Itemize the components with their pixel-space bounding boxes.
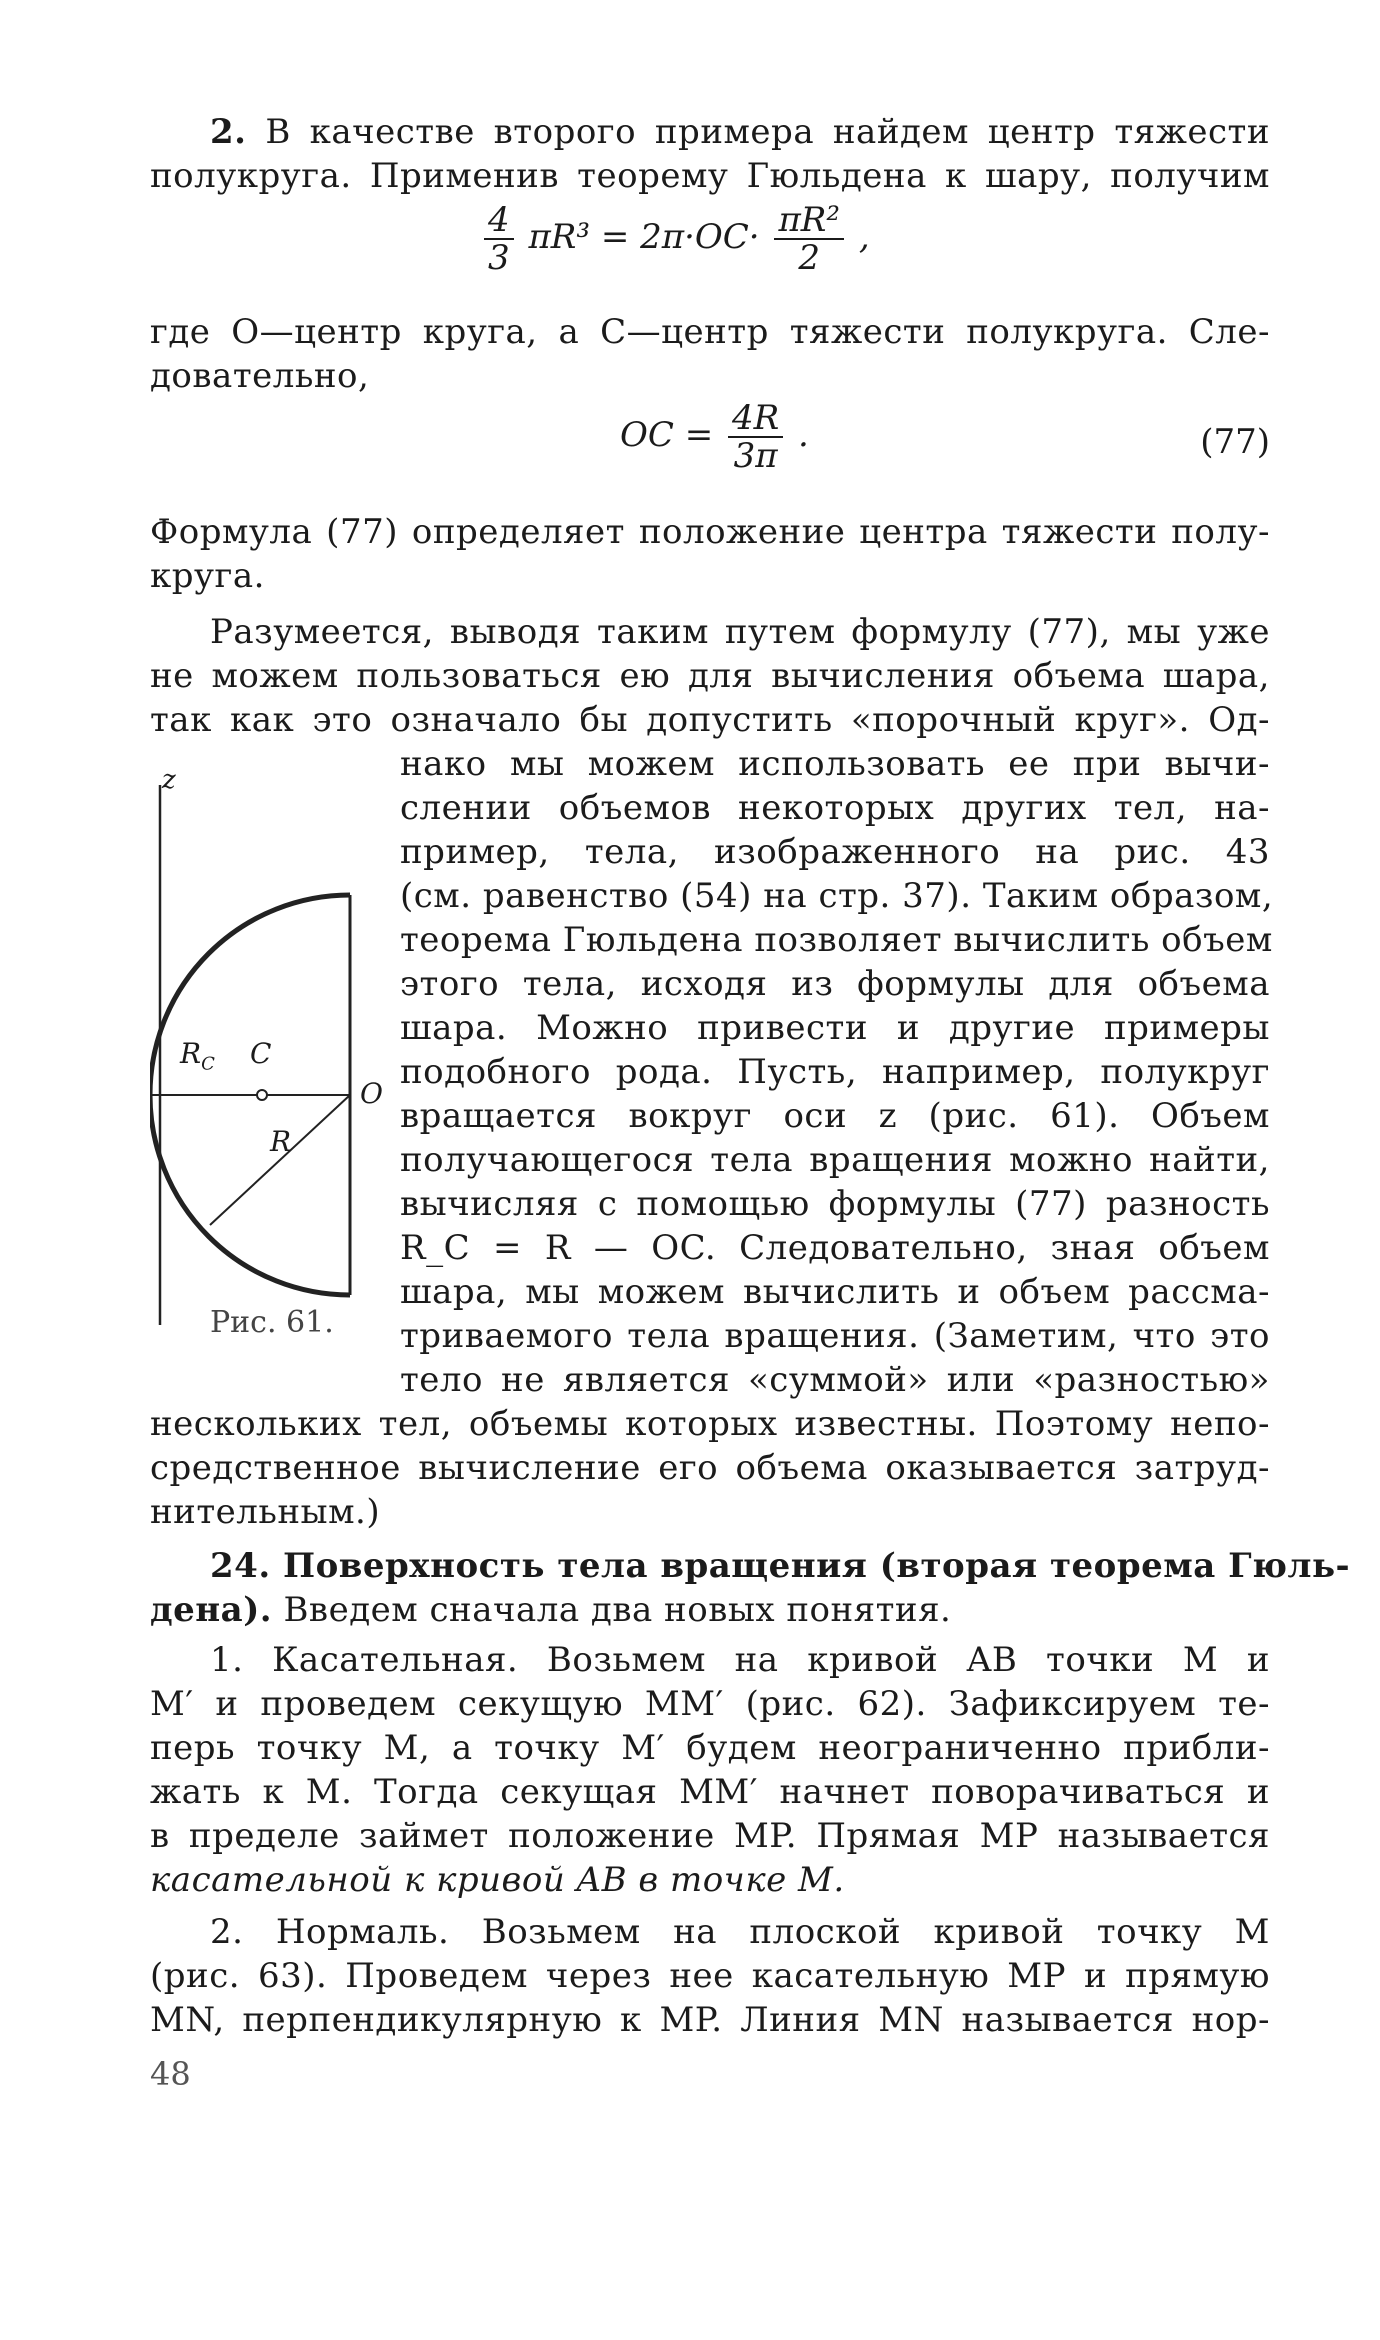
item2-line1: 2. Нормаль. Возьмем на плоской кривой точку M xyxy=(210,1912,1270,1952)
para2-number: 2. xyxy=(210,112,247,152)
para2-line1 xyxy=(150,110,1270,154)
fraction-4-3: $\frac{4}{3}$ xyxy=(484,202,514,276)
para5-line1: Разумеется, выводя таким путем формулу (77), мы уже xyxy=(210,612,1270,652)
page-number: 48 xyxy=(150,2055,191,2093)
wrap-line: этого тела, исходя из формулы для объема xyxy=(400,964,1270,1004)
para5-line3: так как это означало бы допустить «порочный круг». Од- xyxy=(150,700,1270,740)
wrap-line: R_C = R — OC. Следовательно, зная объем xyxy=(400,1228,1270,1268)
wrap-line: тело не является «суммой» или «разностью» xyxy=(400,1360,1270,1400)
para2-line2: полукруга. Применив теорему Гюльдена к шару, получим xyxy=(150,156,1270,196)
wrap-line: шара. Можно привести и другие примеры xyxy=(400,1008,1270,1048)
item1-line1: 1. Касательная. Возьмем на кривой AB точки M и xyxy=(210,1640,1270,1680)
wrap-line: триваемого тела вращения. (Заметим, что это xyxy=(400,1316,1270,1356)
figure-61-caption: Рис. 61. xyxy=(210,1305,334,1340)
para5-line2: не можем пользоваться ею для вычисления объема шара, xyxy=(150,656,1270,696)
item2-line2: (рис. 63). Проведем через нее касательную MP и прямую xyxy=(150,1956,1270,1996)
para4-line2: круга. xyxy=(150,556,265,596)
wrap-line: (см. равенство (54) на стр. 37). Таким образом, xyxy=(400,876,1274,916)
label-r: R xyxy=(270,1125,292,1158)
para2-line1-text: В качестве второго примера найдем центр тяжести xyxy=(265,112,1270,152)
para5-after-line1: нескольких тел, объемы которых известны. Поэтому непо- xyxy=(150,1404,1270,1444)
para5-after-line2: средственное вычисление его объема оказывается затруд- xyxy=(150,1448,1270,1488)
wrap-line: вычисляя с помощью формулы (77) разность xyxy=(400,1184,1270,1224)
wrap-line: слении объемов некоторых других тел, на- xyxy=(400,788,1270,828)
item1-line5: в пределе займет положение MP. Прямая MP называется xyxy=(150,1816,1270,1856)
wrap-line: подобного рода. Пусть, например, полукруг xyxy=(400,1052,1270,1092)
wrap-line: нако мы можем использовать ее при вычи- xyxy=(400,744,1270,784)
wrap-line: шара, мы можем вычислить и объем рассма- xyxy=(400,1272,1270,1312)
formula-77: OC = $\frac{4R}{3\pi}$ . xyxy=(620,398,809,476)
wrap-line: пример, тела, изображенного на рис. 43 xyxy=(400,832,1270,872)
para4-line1: Формула (77) определяет положение центра тяжести полу- xyxy=(150,512,1270,552)
wrap-line: теорема Гюльдена позволяет вычислить объем xyxy=(400,920,1273,960)
para3-line1: где O—центр круга, а C—центр тяжести полукруга. Сле- xyxy=(150,312,1270,352)
wrap-line: получающегося тела вращения можно найти, xyxy=(400,1140,1270,1180)
centroid-point-c xyxy=(257,1090,267,1100)
item1-line2: M′ и проведем секущую MM′ (рис. 62). Зафиксируем те- xyxy=(150,1684,1270,1724)
equation-number-77: (77) xyxy=(1200,422,1270,462)
item2-line3: MN, перпендикулярную к MP. Линия MN называется нор- xyxy=(150,2000,1270,2040)
label-c: C xyxy=(250,1037,272,1070)
section-24-heading-line2: дена). Введем сначала два новых понятия. xyxy=(150,1590,952,1630)
figure-61 xyxy=(150,765,390,1385)
label-rc: $R_C$ xyxy=(180,1037,215,1075)
para3-line2: довательно, xyxy=(150,356,370,396)
formula-guldin-sphere: $\frac{4}{3}$ πR³ = 2π·OC· $\frac{\text{πR²}}{2}$ , xyxy=(480,202,870,276)
wrap-line: вращается вокруг оси z (рис. 61). Объем xyxy=(400,1096,1270,1136)
section-24-heading: 24. Поверхность тела вращения (вторая теорема Гюль- xyxy=(210,1546,1351,1586)
item1-definition: касательной к кривой AB в точке M. xyxy=(150,1860,845,1900)
figure-61-drawing xyxy=(150,765,390,1385)
item1-line4: жать к M. Тогда секущая MM′ начнет поворачиваться и xyxy=(150,1772,1270,1812)
fraction-piR2-2: $\frac{\text{πR²}}{2}$ xyxy=(774,202,844,276)
fraction-4R-3pi: $\frac{4R}{3\pi}$ xyxy=(728,400,783,474)
label-z: z xyxy=(162,765,176,795)
para5-after-line3: нительным.) xyxy=(150,1492,381,1532)
label-o: O xyxy=(360,1077,383,1110)
radius-line-r xyxy=(210,1095,350,1225)
item1-line3: перь точку M, а точку M′ будем неограниченно прибли- xyxy=(150,1728,1270,1768)
